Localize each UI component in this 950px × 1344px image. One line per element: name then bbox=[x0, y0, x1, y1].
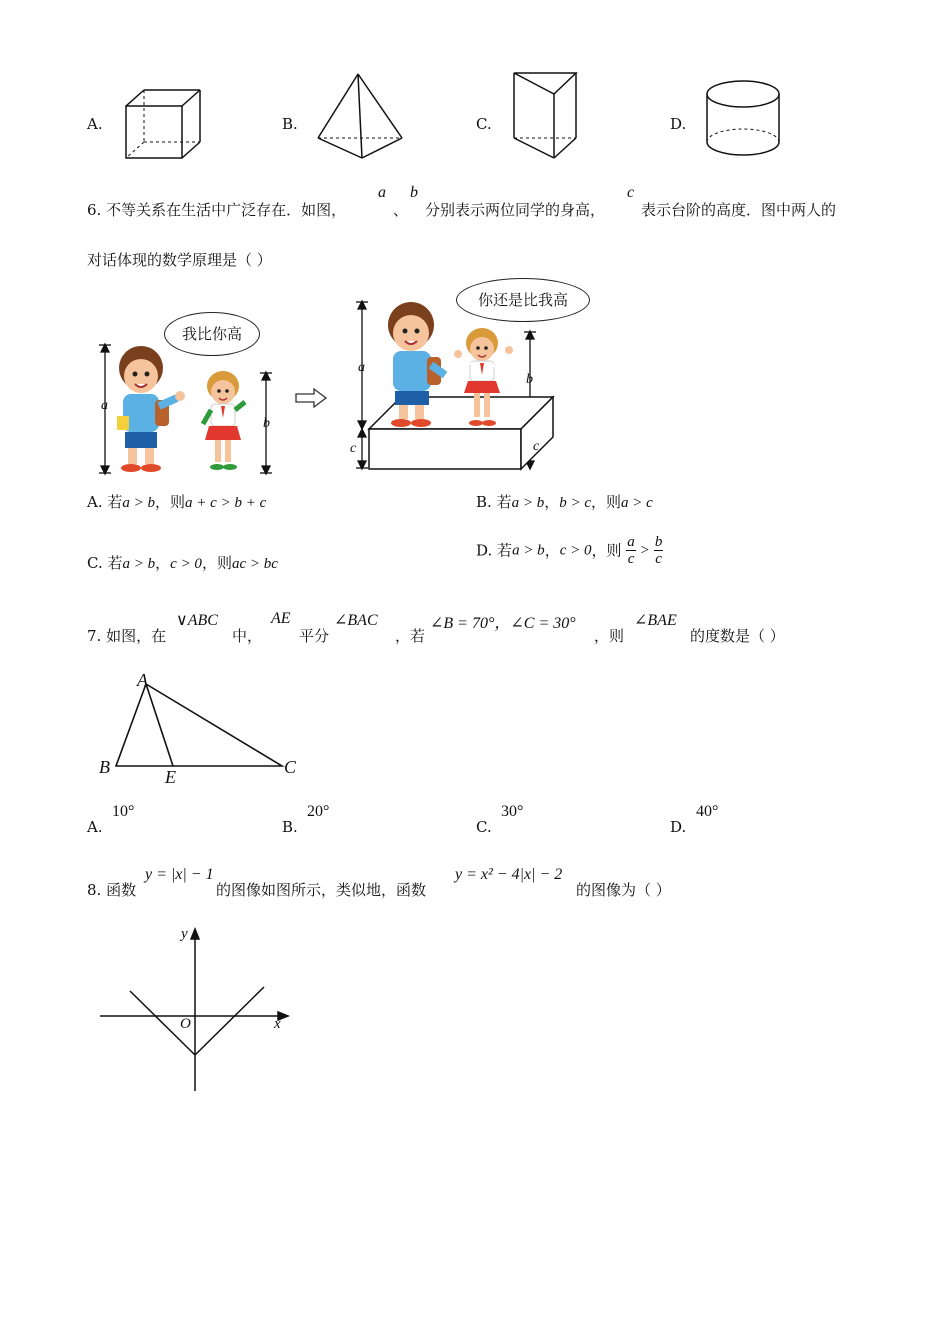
q8-prefix: 8. 函数 bbox=[87, 881, 137, 899]
q6-option-d[interactable] bbox=[476, 534, 663, 567]
q6-option-a-sep: ，则 bbox=[155, 493, 186, 511]
q7-option-c-value: 30° bbox=[501, 803, 524, 820]
q6-var-c: c bbox=[627, 184, 635, 201]
q6-option-d-num2: b bbox=[654, 534, 663, 550]
pyramid-icon bbox=[316, 72, 406, 162]
q6-option-a-pre: 若 bbox=[107, 493, 123, 511]
q6-fig-right-label-c-left: c bbox=[350, 441, 357, 456]
q6-option-b-label: B. bbox=[476, 493, 492, 511]
q5-option-c-label[interactable]: C. bbox=[476, 115, 492, 133]
speech-bubble-right-text: 你还是比我高 bbox=[477, 291, 568, 309]
speech-bubble-right bbox=[456, 278, 590, 322]
q7-mid4: ，则 bbox=[594, 627, 625, 645]
triangle-vertex-c: C bbox=[284, 757, 297, 777]
q7-mid2: 平分 bbox=[299, 627, 330, 645]
q7-ae: AE bbox=[271, 610, 291, 627]
q6-option-d-cond: a > b bbox=[512, 542, 545, 559]
q6-option-d-num1: a bbox=[627, 534, 635, 550]
boy-illustration bbox=[117, 346, 185, 472]
speech-bubble-left-text: 我比你高 bbox=[181, 325, 242, 343]
q7-option-b-label[interactable]: B. bbox=[282, 818, 298, 836]
arrow-right-icon bbox=[294, 388, 328, 408]
q6-option-b-cond2: b > c bbox=[559, 495, 592, 511]
q6-option-d-frac2 bbox=[654, 534, 664, 567]
q6-option-b-result: a > c bbox=[621, 495, 653, 511]
q7-mid3: ，若 bbox=[395, 627, 426, 645]
triangular-prism-icon bbox=[510, 70, 582, 162]
q6-option-d-label: D. bbox=[476, 541, 493, 560]
q6-stem-line1 bbox=[87, 199, 346, 220]
q8-suffix: 的图像为（ ） bbox=[576, 881, 671, 899]
q6-option-c[interactable] bbox=[87, 552, 278, 573]
q6-sep: 、 bbox=[393, 201, 409, 219]
q8-function-2: y = x² − 4|x| − 2 bbox=[455, 866, 563, 883]
q7-option-a-label[interactable]: A. bbox=[87, 818, 103, 836]
q7-suffix: 的度数是（ ） bbox=[690, 627, 785, 645]
q6-option-d-cond2: c > 0 bbox=[559, 542, 592, 559]
q5-option-d-label[interactable]: D. bbox=[670, 115, 687, 133]
q6-option-d-den1: c bbox=[627, 551, 635, 567]
q6-option-c-cond2: c > 0 bbox=[170, 556, 202, 572]
q6-text: 6. 不等关系在生活中广泛存在．如图， bbox=[87, 201, 347, 219]
q7-prefix: 7. 如图，在 bbox=[87, 627, 167, 645]
triangle-vertex-a: A bbox=[137, 670, 148, 690]
q6-fig-right-label-b: b bbox=[526, 372, 533, 387]
q6-option-c-cond: a > b bbox=[122, 556, 156, 572]
q6-option-b-pre: 若 bbox=[496, 493, 512, 511]
q6-fig-label-b: b bbox=[263, 416, 270, 431]
q7-option-d-label[interactable]: D. bbox=[670, 818, 687, 836]
q7-mid1: 中， bbox=[232, 627, 263, 645]
q6-option-c-sep: ，则 bbox=[201, 554, 232, 572]
q7-triangle: ∨ABC bbox=[176, 612, 218, 629]
q6-text-mid: 分别表示两位同学的身高， bbox=[425, 201, 606, 219]
q7-option-d-value: 40° bbox=[696, 803, 719, 820]
q6-option-d-gt: > bbox=[640, 542, 650, 559]
cylinder-icon bbox=[705, 78, 785, 162]
q6-option-d-sep: ，则 bbox=[591, 541, 622, 560]
q6-fig-right-label-a: a bbox=[358, 360, 365, 375]
q7-option-c-label[interactable]: C. bbox=[476, 818, 492, 836]
q6-option-a-label: A. bbox=[87, 493, 103, 511]
q6-fig-right-label-c-right: c bbox=[533, 439, 540, 454]
triangle-point-e: E bbox=[165, 767, 176, 787]
q7-bac: ∠BAC bbox=[334, 612, 378, 629]
q6-option-c-result: ac > bc bbox=[231, 556, 278, 572]
q7-option-b-value: 20° bbox=[307, 803, 330, 820]
q5-option-a-label[interactable]: A. bbox=[87, 115, 103, 133]
speech-bubble-left bbox=[164, 312, 260, 356]
cube-icon bbox=[120, 88, 202, 162]
q6-option-b-sep1: ， bbox=[544, 493, 560, 511]
q6-text-suffix: 表示台阶的高度．图中两人的 bbox=[641, 201, 837, 219]
graph-axis-y-label: y bbox=[181, 926, 188, 942]
q7-option-a-value: 10° bbox=[112, 803, 135, 820]
q6-option-c-pre: 若 bbox=[107, 554, 123, 572]
kids-figure-left bbox=[95, 340, 275, 480]
q6-option-b[interactable] bbox=[476, 491, 653, 512]
q6-option-c-sep1: ， bbox=[155, 554, 171, 572]
abs-function-graph bbox=[98, 925, 294, 1095]
q6-option-d-den2: c bbox=[655, 551, 662, 567]
q6-option-a[interactable] bbox=[87, 491, 266, 512]
triangle-figure bbox=[96, 670, 306, 790]
q6-option-a-cond: a > b bbox=[122, 495, 156, 511]
step-block bbox=[369, 397, 553, 469]
q6-option-d-sep1: ， bbox=[544, 541, 560, 560]
q7-bae: ∠BAE bbox=[634, 612, 677, 629]
q7-condition: ∠B = 70°，∠C = 30° bbox=[430, 615, 576, 632]
girl-illustration bbox=[203, 371, 245, 470]
q6-var-a: a bbox=[378, 184, 386, 201]
q6-option-a-result: a + c > b + c bbox=[185, 495, 267, 511]
q8-function-1: y = |x| − 1 bbox=[145, 866, 214, 883]
q6-option-d-pre: 若 bbox=[497, 541, 513, 560]
q6-option-c-label: C. bbox=[87, 554, 103, 572]
q8-mid: 的图像如图所示，类似地，函数 bbox=[216, 881, 427, 899]
q5-option-b-label[interactable]: B. bbox=[282, 115, 298, 133]
triangle-vertex-b: B bbox=[99, 757, 110, 777]
q6-stem-line2: 对话体现的数学原理是（ ） bbox=[87, 251, 272, 269]
q6-option-d-frac1 bbox=[626, 534, 636, 567]
q6-option-b-cond: a > b bbox=[511, 495, 545, 511]
graph-origin-label: O bbox=[180, 1016, 191, 1032]
q6-fig-label-a: a bbox=[101, 398, 108, 413]
q6-option-b-sep: ，则 bbox=[591, 493, 622, 511]
q6-var-b: b bbox=[410, 184, 418, 201]
graph-axis-x-label: x bbox=[274, 1016, 281, 1032]
